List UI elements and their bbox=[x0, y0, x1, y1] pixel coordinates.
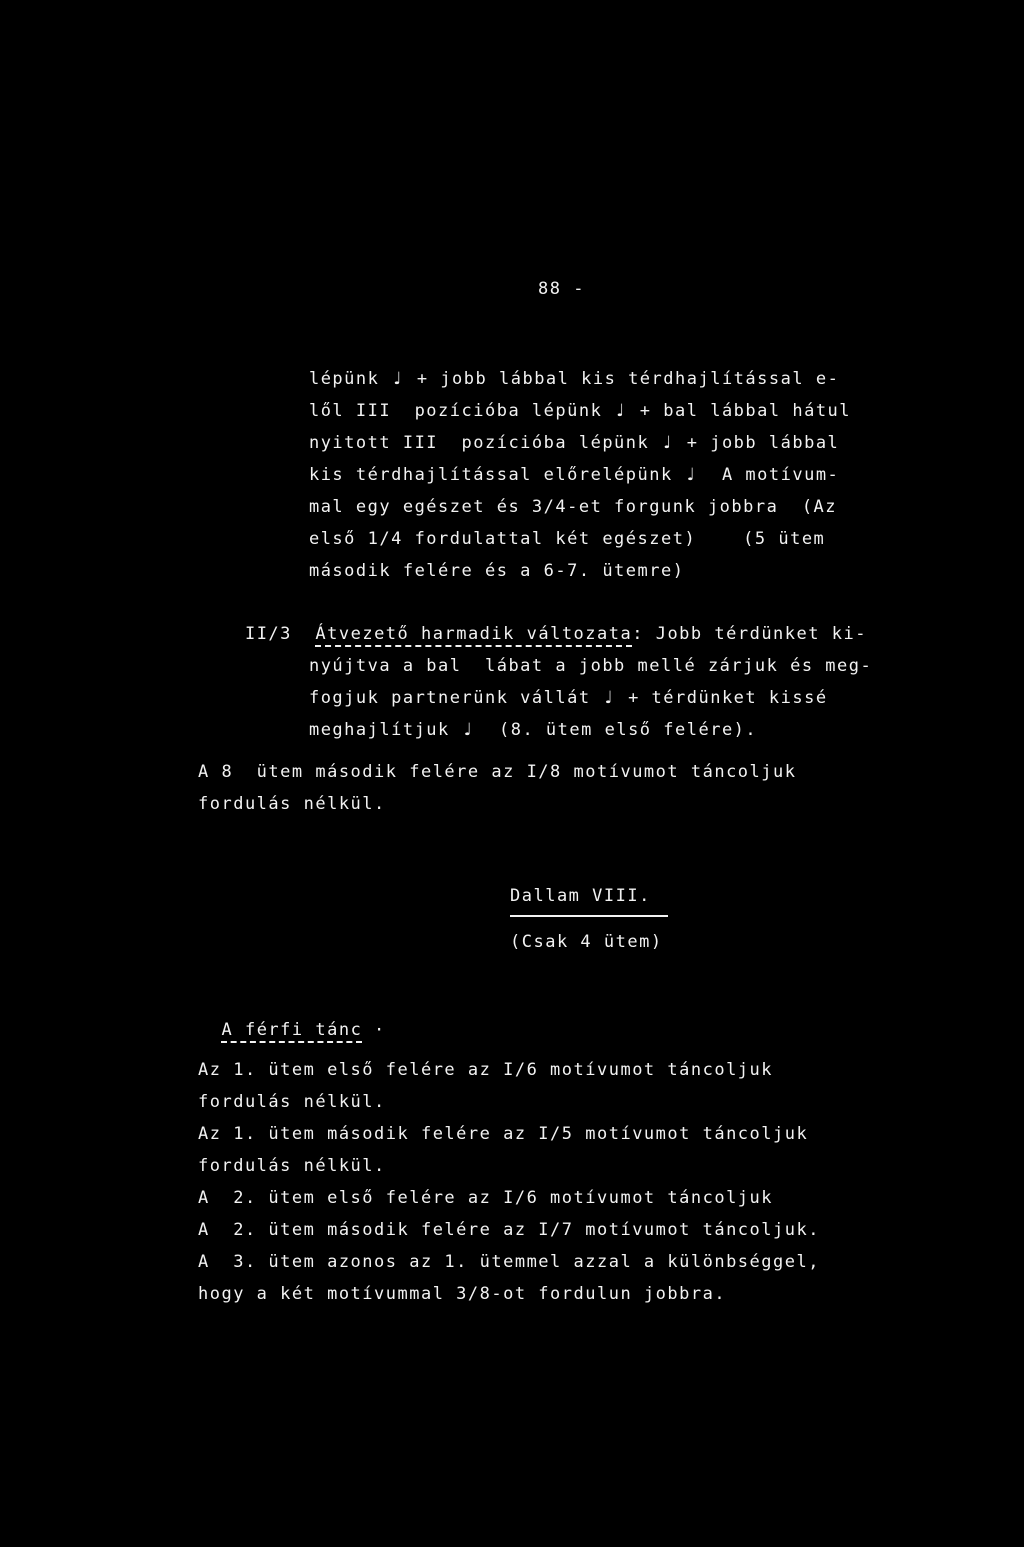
text-segment: (8. ütem első felére). bbox=[475, 720, 758, 740]
text-line: A 8 ütem második felére az I/8 motívumot táncoljuk bbox=[198, 762, 797, 782]
quarter-note-icon: ♩ bbox=[604, 688, 615, 708]
quarter-note-icon: ♩ bbox=[393, 369, 403, 389]
text-line: A 2. ütem első felére az I/6 motívumot táncoljuk bbox=[198, 1188, 774, 1208]
text-segment: : Jobb térdünket ki- bbox=[632, 624, 867, 644]
text-segment: mal egy egészet és 3/4-et forgunk jobbra (Az bbox=[308, 497, 838, 517]
text-line: A 2. ütem második felére az I/7 motívumot táncoljuk. bbox=[198, 1220, 820, 1240]
text-segment: A motívum- bbox=[698, 465, 840, 485]
section-label: II/3 bbox=[244, 624, 292, 644]
text-segment: + térdünket kissé bbox=[616, 688, 828, 708]
text-line: Az 1. ütem második felére az I/5 motívumot táncoljuk bbox=[198, 1124, 809, 1144]
text-line bbox=[262, 407, 840, 453]
text-segment: meghajlítjuk bbox=[308, 720, 462, 740]
text-line bbox=[262, 694, 758, 740]
text-line bbox=[262, 343, 840, 389]
text-line: A 3. ütem azonos az 1. ütemmel azzal a különbséggel, bbox=[198, 1252, 820, 1272]
text-segment: második felére és a 6-7. ütemre) bbox=[308, 561, 685, 581]
quarter-note-icon: ♩ bbox=[663, 433, 673, 453]
page-number: 88 - bbox=[538, 279, 585, 299]
melody-divider bbox=[510, 915, 668, 917]
quarter-note-icon: ♩ bbox=[616, 401, 626, 421]
text-line: fordulás nélkül. bbox=[198, 794, 386, 814]
section-heading bbox=[198, 994, 386, 1040]
quarter-note-icon: ♩ bbox=[686, 465, 697, 485]
text-line: Az 1. ütem első felére az I/6 motívumot táncoljuk bbox=[198, 1060, 774, 1080]
section-heading-suffix: · bbox=[362, 1020, 386, 1040]
subsection-heading: Átvezető harmadik változata bbox=[315, 624, 632, 647]
text-segment: fogjuk partnerünk vállát bbox=[308, 688, 603, 708]
text-line: fordulás nélkül. bbox=[198, 1156, 386, 1176]
text-segment: első 1/4 fordulattal két egészet) (5 ütem bbox=[308, 529, 826, 549]
text-line bbox=[262, 375, 852, 421]
text-segment: + bal lábbal hátul bbox=[628, 401, 852, 421]
text-line bbox=[262, 662, 828, 708]
text-segment: + jobb lábbal kis térdhajlítással e- bbox=[405, 369, 840, 389]
text-segment: lépünk bbox=[308, 369, 392, 389]
quarter-note-icon: ♩ bbox=[463, 720, 474, 740]
section-heading-text: A férfi tánc bbox=[221, 1020, 362, 1043]
text-segment: kis térdhajlítással előrelépünk bbox=[308, 465, 685, 485]
text-segment: nyitott III pozícióba lépünk bbox=[308, 433, 661, 453]
text-line bbox=[198, 598, 867, 644]
text-line bbox=[262, 471, 838, 517]
text-line bbox=[262, 630, 873, 676]
melody-title: Dallam VIII. bbox=[510, 886, 651, 906]
text-line bbox=[262, 535, 685, 581]
text-segment: + jobb lábbal bbox=[675, 433, 840, 453]
text-line: hogy a két motívummal 3/8-ot fordulun jobbra. bbox=[198, 1284, 727, 1304]
text-segment: nyújtva a bal lábat a jobb mellé zárjuk és meg- bbox=[308, 656, 873, 676]
text-line: fordulás nélkül. bbox=[198, 1092, 386, 1112]
text-line bbox=[262, 439, 840, 485]
text-line bbox=[262, 503, 826, 549]
melody-subtitle: (Csak 4 ütem) bbox=[510, 932, 663, 952]
text-segment: lől III pozícióba lépünk bbox=[308, 401, 615, 421]
